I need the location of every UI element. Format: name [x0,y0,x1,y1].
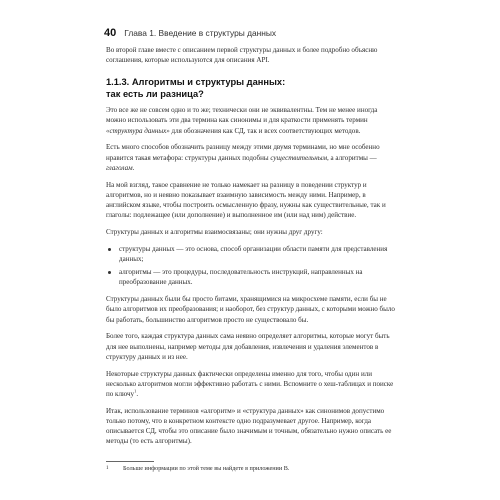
paragraph-2-emphasis-verbs: глаголам [106,163,133,172]
paragraph-7 [106,369,395,400]
paragraph-8: Итак, использование терминов «алгоритм» и «структура данных» как синонимов допустимо только потому, что в конкретном контексте одно подразумевает другое. Например, когда описывается СД, чтобы это описание было значимым и точным, обязательно нужно описать ее методы (то есть алгоритмы). [106,406,392,446]
footnote-mark: 1 [106,465,109,471]
section-title-line2: так есть ли разница? [106,88,204,99]
paragraph-1-emphasis: «структура данных» [106,126,170,135]
footnote-text: Больше информации по этой теме вы найдете в приложении В. [123,464,290,472]
page-body [106,45,395,473]
paragraph-7-text-b: . [136,390,139,399]
list-item-text: алгоритмы — это процедуры, последовательность инструкций, направленных на преобразование данных. [119,268,363,287]
page-header [104,27,404,39]
paragraph-2-text-b: , а алгоритмы — [326,153,377,162]
paragraph-6: Более того, каждая структура данных сама неявно определяет алгоритмы, которые могут быть для нее выполнены, например методы для добавления, извлечения и удаления элементов в структуру данных и из нее. [106,332,390,361]
paragraph-1-text-b: для обозначения как СД, так и всех соответствующих методов. [169,126,361,135]
paragraph-2 [106,142,395,173]
bullet-list [106,244,395,288]
list-item [106,267,395,287]
paragraph-5: Структуры данных были бы просто битами, хранящимися на микросхеме памяти, если бы не было алгоритмов их преобразования; и наоборот, без структур данных, с которыми можно было бы работать, большинство алгоритмов просто не существовало бы. [106,295,395,324]
paragraph-1-text-a: Это все же не совсем одно и то же; технически они не эквивалентны. Тем не менее иногда можно использовать эти два термина как синонимы и для краткости применять термин [106,106,378,125]
bullet-icon [108,271,111,274]
list-item-text: структуры данных — это основа, способ организации области памяти для представления данных; [119,244,388,264]
paragraph-2-text-c: . [132,163,135,172]
paragraph-1 [106,105,395,136]
footnote-divider [106,461,154,462]
paragraph-3: На мой взгляд, такое сравнение не только намекает на разницу в поведении структур и алгоритмов, но и неявно показывает взаимную зависимость между ними. Например, в английском языке, чтобы построить осмысленную фразу, нужны как существительные, так и глаголы: подлежащее (или дополнение) и выполненное им (или над ним) действие. [106,180,386,220]
section-title-line1: 1.1.3. Алгоритмы и структуры данных: [106,77,286,88]
running-head: Глава 1. Введение в структуры данных [124,28,277,38]
list-item [106,244,395,264]
section-heading [106,77,395,100]
page-number: 40 [104,27,117,39]
footnote-reference[interactable]: 1 [134,388,137,394]
intro-paragraph: Во второй главе вместе с описанием первой структуры данных и более подробно объясню соглашения, которые используются для описания API. [106,46,378,65]
footnote [106,465,395,474]
paragraph-4: Структуры данных и алгоритмы взаимосвязаны; они нужны друг другу: [106,228,323,237]
bullet-icon [108,248,111,251]
paragraph-2-emphasis-nouns: существительным [270,153,327,162]
paragraph-7-text-a: Некоторые структуры данных фактически определены именно для того, чтобы один или несколько алгоритмов могли эффективно работать с ними. Вспомните о хеш-таблицах и поиске по ключу [106,369,394,399]
paragraph-2-text-a: Есть много способов обозначить разницу между этими двумя терминами, но мне особенно нравится такая метафора: структуры данных подобны [106,143,380,162]
